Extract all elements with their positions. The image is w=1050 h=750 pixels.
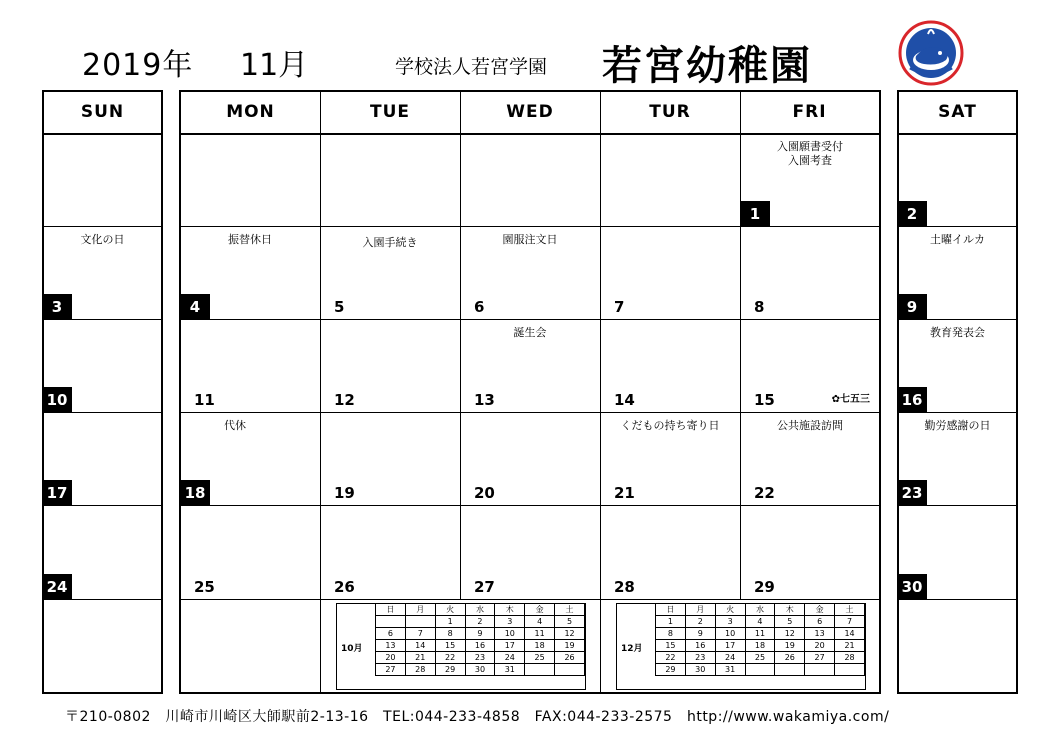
day-number: 12 [334, 391, 355, 409]
mini-calendar-day: 5 [555, 616, 585, 628]
day-number: 20 [474, 484, 495, 502]
mini-calendar-weekday: 金 [525, 604, 555, 616]
mini-calendar-day: 26 [775, 652, 805, 664]
day-number: 26 [334, 578, 355, 596]
header-fri: FRI [792, 102, 827, 122]
day-number-holiday: 30 [897, 574, 927, 600]
day-number-holiday: 23 [897, 480, 927, 506]
mini-calendar-day: 5 [775, 616, 805, 628]
mini-calendar-day: 20 [376, 652, 406, 664]
day-cell-29[interactable] [740, 506, 880, 600]
day-cell-6[interactable] [460, 227, 600, 320]
mini-calendar-day: 27 [805, 652, 835, 664]
day-cell-14[interactable] [600, 320, 740, 413]
mini-calendar-day: 2 [685, 616, 715, 628]
mini-calendar-day: 4 [525, 616, 555, 628]
mini-calendar-day: 22 [435, 652, 465, 664]
header-tue: TUE [369, 102, 410, 122]
mini-calendar-day: 1 [435, 616, 465, 628]
day-number-holiday: 16 [897, 387, 927, 413]
day-number: 11 [194, 391, 215, 409]
mini-calendar-weekday: 土 [555, 604, 585, 616]
day-cell-27[interactable] [460, 506, 600, 600]
footer-contact: 〒210-0802 川崎市川崎区大師駅前2-13-16 TEL:044-233-4858 FAX:044-233-2575 http://www.wakamiya.com/ [65, 709, 890, 725]
mini-calendar-day: 13 [376, 640, 406, 652]
mini-calendar-day: 21 [405, 652, 435, 664]
mini-calendar-day: 7 [835, 616, 865, 628]
event-text: 土曜イルカ [930, 233, 985, 246]
day-cell-2[interactable] [897, 134, 1018, 227]
mini-calendar-day: 19 [775, 640, 805, 652]
day-number: 29 [754, 578, 775, 596]
mini-calendar-day: 9 [465, 628, 495, 640]
day-cell-10[interactable] [42, 320, 163, 413]
event-text: 振替休日 [228, 233, 272, 246]
mini-calendar-day: 27 [376, 664, 406, 676]
mini-calendar-day: 7 [405, 628, 435, 640]
mini-calendar-table [655, 603, 865, 676]
mini-calendar-day: 18 [525, 640, 555, 652]
day-number-holiday: 18 [180, 480, 210, 506]
mini-calendar-day: 22 [656, 652, 686, 664]
mini-calendar-day: 9 [685, 628, 715, 640]
day-number: 27 [474, 578, 495, 596]
day-number-holiday: 17 [42, 480, 72, 506]
mini-calendar-day: 30 [465, 664, 495, 676]
mini-calendar-day [745, 664, 775, 676]
school-name: 若宮幼稚園 [602, 43, 812, 89]
mini-calendar-day: 1 [656, 616, 686, 628]
header-sat: SAT [938, 102, 977, 122]
mini-calendar-day: 24 [715, 652, 745, 664]
mini-calendar-day: 12 [555, 628, 585, 640]
day-number: 22 [754, 484, 775, 502]
mini-calendar-weekday: 日 [376, 604, 406, 616]
mini-calendar-day [805, 664, 835, 676]
mini-calendar-day: 13 [805, 628, 835, 640]
header-mon: MON [226, 102, 275, 122]
event-text: くだもの持ち寄り日 [620, 419, 720, 432]
mini-calendar-day: 23 [685, 652, 715, 664]
school-logo-icon [898, 20, 964, 86]
mini-calendar-day: 11 [525, 628, 555, 640]
day-cell-28[interactable] [600, 506, 740, 600]
event-text: 勤労感謝の日 [924, 419, 991, 432]
mini-calendar-day: 20 [805, 640, 835, 652]
mini-calendar-day: 29 [435, 664, 465, 676]
day-cell-3[interactable] [42, 227, 163, 320]
mini-calendar-december [616, 603, 866, 690]
mini-calendar-weekday: 木 [495, 604, 525, 616]
mini-calendar-day: 18 [745, 640, 775, 652]
day-cell-21[interactable] [600, 413, 740, 506]
day-number-holiday: 10 [42, 387, 72, 413]
day-number-holiday: 9 [897, 294, 927, 320]
day-number: 25 [194, 578, 215, 596]
day-number: 21 [614, 484, 635, 502]
mini-calendar-day: 14 [835, 628, 865, 640]
mini-calendar-day [835, 664, 865, 676]
year-title: 2019年 [82, 48, 194, 83]
day-cell-17[interactable] [42, 413, 163, 506]
mini-calendar-day: 12 [775, 628, 805, 640]
shichigosan-label: ✿七五三 [831, 394, 870, 405]
day-cell-1[interactable] [740, 134, 880, 227]
mini-calendar-day: 30 [685, 664, 715, 676]
mini-calendar-day: 31 [495, 664, 525, 676]
mini-calendar-day: 16 [465, 640, 495, 652]
day-number: 15 [754, 391, 775, 409]
header-thu: TUR [649, 102, 691, 122]
event-text: 入園手続き [362, 236, 418, 249]
event-text: 入園願書受付 [777, 140, 843, 153]
day-cell-7[interactable] [600, 227, 740, 320]
day-cell-30[interactable] [897, 506, 1018, 600]
mini-calendar-day: 10 [495, 628, 525, 640]
mini-calendar-day: 3 [495, 616, 525, 628]
day-number: 8 [754, 298, 765, 316]
day-number-holiday: 3 [42, 294, 72, 320]
mini-calendar-day: 29 [656, 664, 686, 676]
mini-calendar-weekday: 土 [835, 604, 865, 616]
day-cell-20[interactable] [460, 413, 600, 506]
mini-calendar-day [405, 616, 435, 628]
mini-calendar-day: 14 [405, 640, 435, 652]
mini-calendar-day: 23 [465, 652, 495, 664]
day-cell-12[interactable] [320, 320, 460, 413]
day-cell-11[interactable] [180, 320, 320, 413]
mini-calendar-day: 2 [465, 616, 495, 628]
mini-calendar-day: 28 [405, 664, 435, 676]
mini-calendar-weekday: 火 [715, 604, 745, 616]
day-cell-26[interactable] [320, 506, 460, 600]
day-cell-9[interactable] [897, 227, 1018, 320]
mini-calendar-weekday: 日 [656, 604, 686, 616]
day-number-holiday: 24 [42, 574, 72, 600]
day-cell-22[interactable] [740, 413, 880, 506]
day-number: 6 [474, 298, 485, 316]
mini-calendar-day [376, 616, 406, 628]
mini-calendar-day: 15 [656, 640, 686, 652]
mini-calendar-weekday: 木 [775, 604, 805, 616]
mini-calendar-weekday: 火 [435, 604, 465, 616]
mini-calendar-weekday: 月 [685, 604, 715, 616]
event-text: 誕生会 [513, 326, 547, 339]
day-cell-15[interactable] [740, 320, 880, 413]
mini-calendar-day: 24 [495, 652, 525, 664]
mini-calendar-day: 25 [525, 652, 555, 664]
day-number: 14 [614, 391, 635, 409]
day-cell-4[interactable] [180, 227, 320, 320]
day-cell-23[interactable] [897, 413, 1018, 506]
mini-calendar-day: 16 [685, 640, 715, 652]
mini-calendar-day: 26 [555, 652, 585, 664]
event-text: 公共施設訪問 [777, 419, 843, 432]
mini-calendar-weekday: 月 [405, 604, 435, 616]
event-text: 文化の日 [80, 233, 125, 246]
mini-calendar-day: 25 [745, 652, 775, 664]
mini-calendar-day: 6 [805, 616, 835, 628]
mini-calendar-day: 8 [656, 628, 686, 640]
mini-calendar-day [555, 664, 585, 676]
month-title: 11月 [240, 48, 309, 83]
day-cell-25[interactable] [180, 506, 320, 600]
corporation-name: 学校法人若宮学園 [395, 56, 548, 78]
mini-calendar-day: 11 [745, 628, 775, 640]
mini-calendar-day: 21 [835, 640, 865, 652]
day-cell-18[interactable] [180, 413, 320, 506]
mini-calendar-day: 17 [715, 640, 745, 652]
mini-calendar-october [336, 603, 586, 690]
day-number: 13 [474, 391, 495, 409]
mini-calendar-day: 28 [835, 652, 865, 664]
day-cell-5[interactable] [320, 227, 460, 320]
mini-calendar-day: 15 [435, 640, 465, 652]
mini-calendar-label: 10月 [341, 644, 363, 654]
header-wed: WED [506, 102, 554, 122]
day-number-holiday: 2 [897, 201, 927, 227]
header-sun: SUN [80, 102, 125, 122]
event-text: 教育発表会 [930, 326, 985, 339]
day-cell-8[interactable] [740, 227, 880, 320]
event-text: 代休 [224, 419, 246, 432]
mini-calendar-table [375, 603, 585, 676]
mini-calendar-day: 4 [745, 616, 775, 628]
mini-calendar-day: 10 [715, 628, 745, 640]
day-number: 19 [334, 484, 355, 502]
day-number: 28 [614, 578, 635, 596]
mini-calendar-day: 31 [715, 664, 745, 676]
event-text: 入園考査 [788, 154, 832, 167]
day-cell-13[interactable] [460, 320, 600, 413]
day-number-holiday: 4 [180, 294, 210, 320]
day-cell-24[interactable] [42, 506, 163, 600]
day-cell-16[interactable] [897, 320, 1018, 413]
mini-calendar-day: 8 [435, 628, 465, 640]
mini-calendar-day: 3 [715, 616, 745, 628]
mini-calendar-label: 12月 [621, 644, 643, 654]
day-cell-19[interactable] [320, 413, 460, 506]
mini-calendar-day: 6 [376, 628, 406, 640]
event-text: 園服注文日 [502, 233, 558, 246]
mini-calendar-weekday: 金 [805, 604, 835, 616]
day-number-holiday: 1 [740, 201, 770, 227]
mini-calendar-day: 19 [555, 640, 585, 652]
mini-calendar-day [775, 664, 805, 676]
mini-calendar-weekday: 水 [745, 604, 775, 616]
mini-calendar-weekday: 水 [465, 604, 495, 616]
mini-calendar-day [525, 664, 555, 676]
day-number: 7 [614, 298, 625, 316]
day-number: 5 [334, 298, 345, 316]
mini-calendar-day: 17 [495, 640, 525, 652]
